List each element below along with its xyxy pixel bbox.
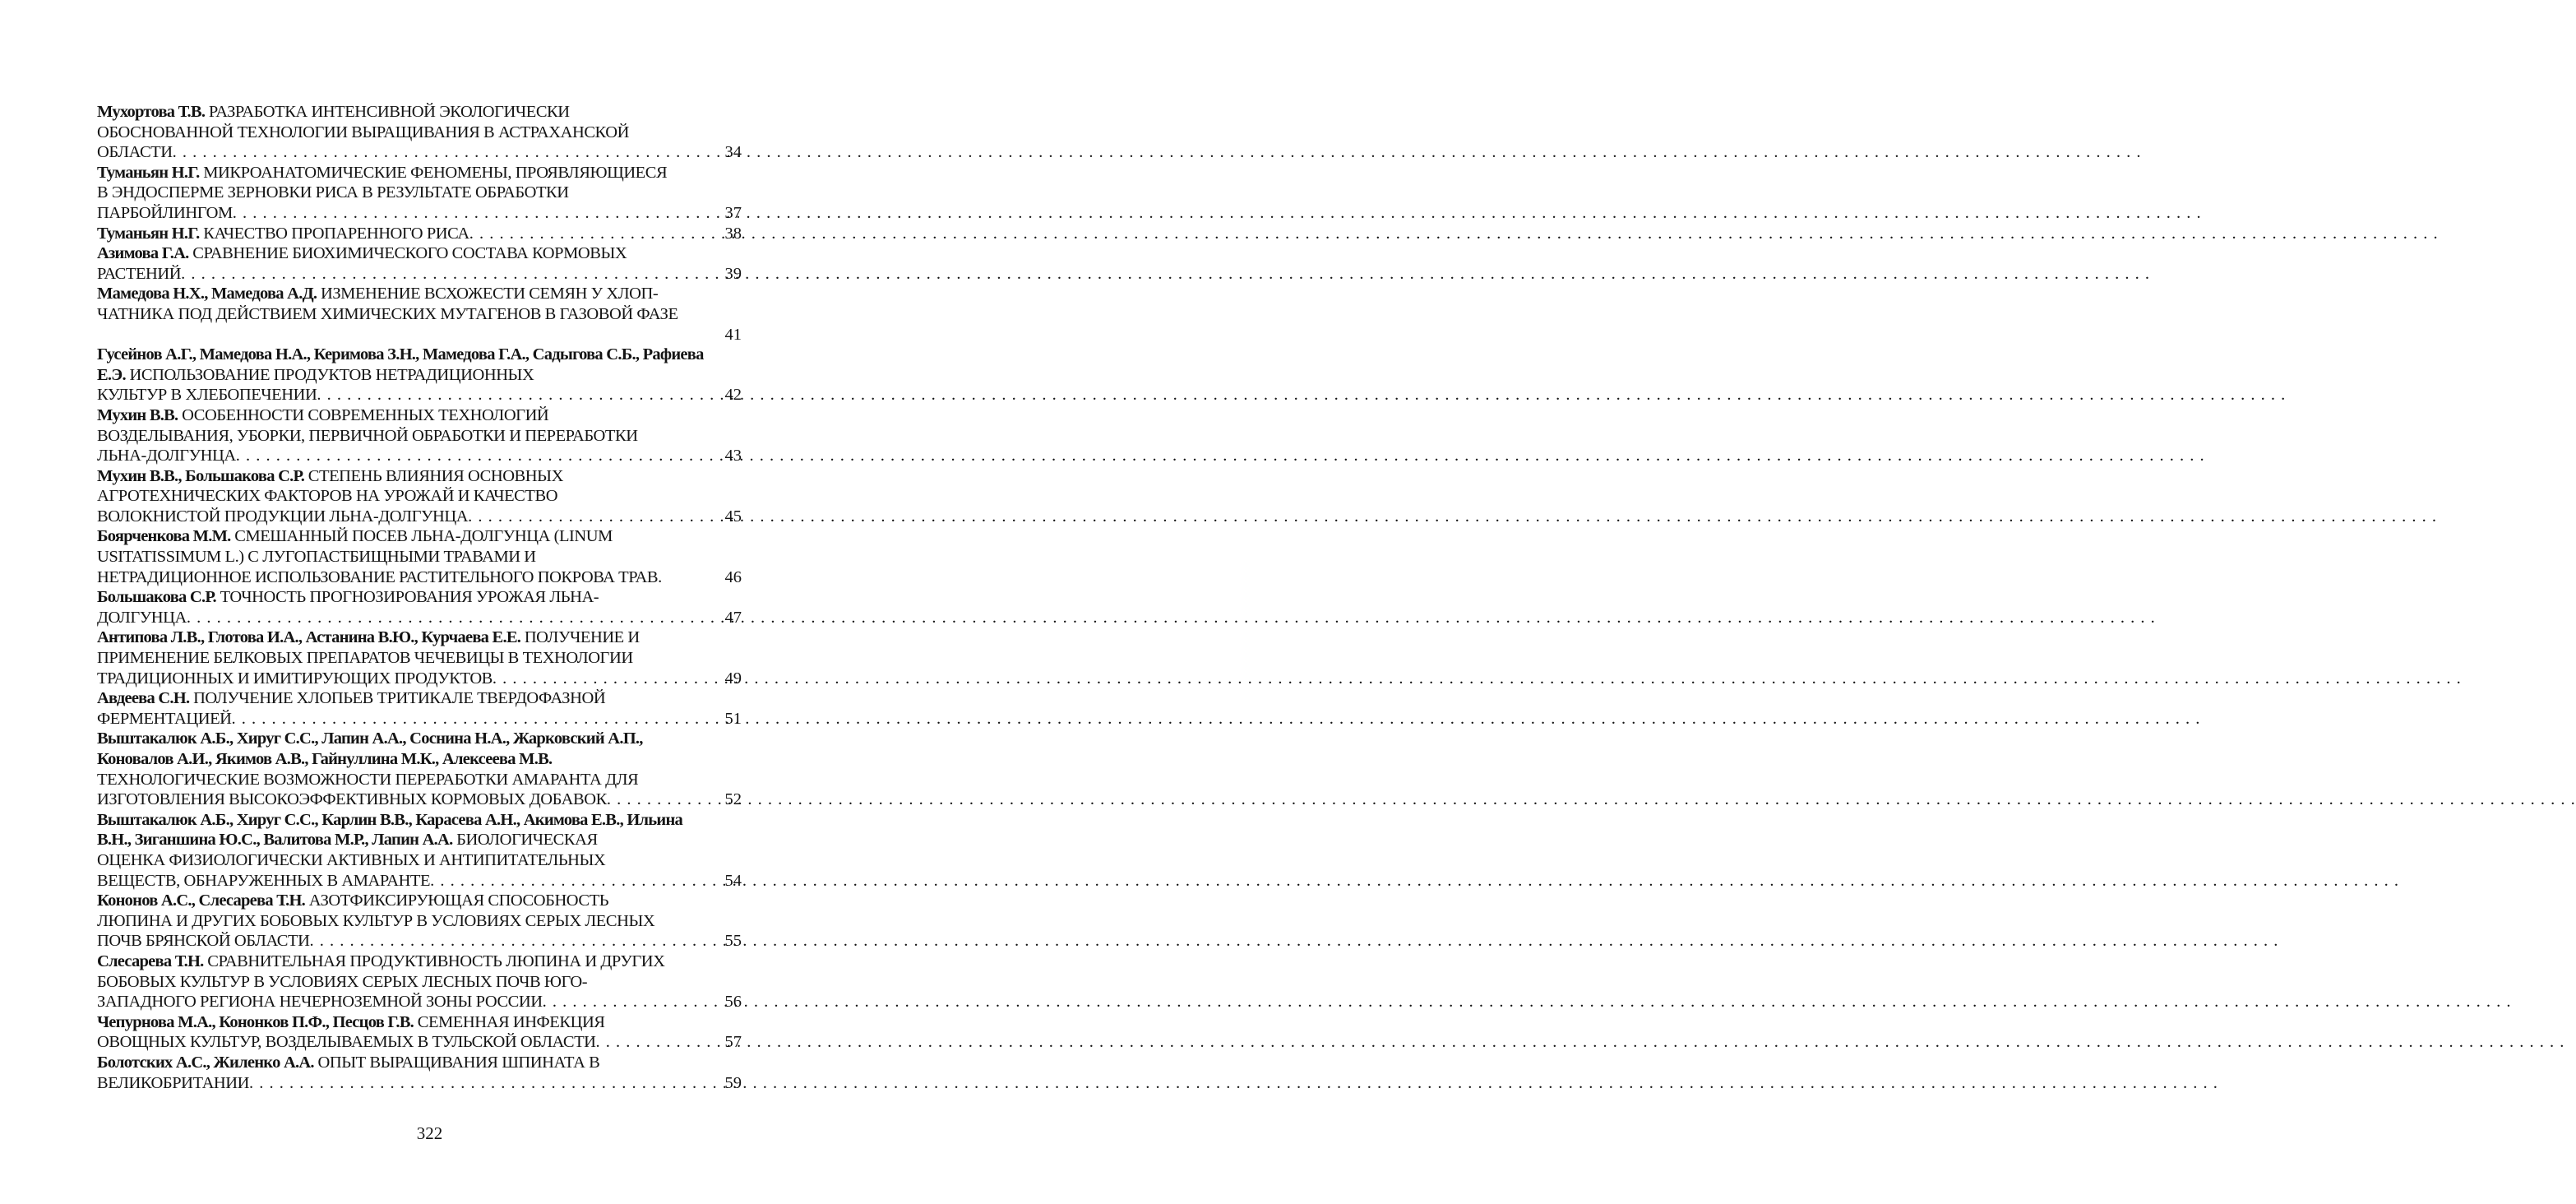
toc-entry: [97, 810, 747, 891]
toc-entry: [97, 729, 747, 809]
toc-entry-title: ИЗМЕНЕНИЕ ВСХОЖЕСТИ СЕМЯН У ХЛОП-: [321, 285, 659, 303]
toc-entry-authors: Туманьян Н.Г.: [97, 163, 200, 182]
toc-entry-authors: Боярченкова М.М.: [97, 527, 231, 546]
toc-entry-last-line: [97, 790, 710, 810]
toc-entry-authors: Азимова Г.А.: [97, 244, 189, 263]
toc-entry-title: ДОЛГУНЦА: [97, 608, 187, 627]
dot-leader: [317, 385, 710, 405]
toc-entry-title: ВЕЛИКОБРИТАНИИ: [97, 1073, 249, 1092]
toc-entry: [97, 345, 747, 405]
toc-entry-authors: Слесарева Т.Н.: [97, 952, 204, 970]
toc-entry-title: КУЛЬТУР В ХЛЕБОПЕЧЕНИИ: [97, 386, 317, 405]
toc-entry-title: ОВОЩНЫХ КУЛЬТУР, ВОЗДЕЛЫВАЕМЫХ В ТУЛЬСКОЙ ОБЛАСТИ: [97, 1033, 596, 1052]
toc-entry-authors: Авдеева С.Н.: [97, 689, 190, 708]
dot-leader: [596, 1032, 710, 1053]
toc-entry-title: ЛЮПИНА И ДРУГИХ БОБОВЫХ КУЛЬТУР В УСЛОВИЯХ СЕРЫХ ЛЕСНЫХ: [97, 911, 655, 930]
toc-entry: [97, 224, 747, 244]
toc-entry-title: НЕТРАДИЦИОННОЕ ИСПОЛЬЗОВАНИЕ РАСТИТЕЛЬНОГО ПОКРОВА ТРАВ.: [97, 567, 662, 586]
toc-entry: [97, 1053, 747, 1093]
toc-entry-title: USITATISSIMUM L.) С ЛУГОПАСТБИЩНЫМИ ТРАВАМИ И: [97, 548, 536, 567]
toc-entry-page: 59: [724, 1073, 742, 1092]
dot-leader: [187, 608, 710, 628]
toc-entry-authors: Болотских А.С., Жиленко А.А.: [97, 1053, 314, 1072]
toc-entry-authors: Мухин В.В., Большакова С.Р.: [97, 466, 305, 485]
toc-entry-last-line: [97, 608, 710, 628]
toc-entry-last-line: [97, 669, 710, 689]
toc-entry-page: 54: [724, 871, 742, 890]
toc-entry-authors: Выштакалюк А.Б., Хируг С.С., Карлин В.В., Карасева А.Н., Акимова Е.В., Ильина В.Н., Зиганшина Ю.С., Валитова М.Р., Лапин А.А.: [97, 810, 683, 850]
toc-entry-title: ВЕЩЕСТВ, ОБНАРУЖЕННЫХ В АМАРАНТЕ: [97, 871, 431, 890]
toc-entry: [97, 891, 747, 952]
dot-leader: [468, 507, 710, 527]
toc-entry-last-line: [97, 709, 710, 729]
toc-entry-page: 52: [724, 790, 742, 809]
toc-entry-title: ИСПОЛЬЗОВАНИЕ ПРОДУКТОВ НЕТРАДИЦИОННЫХ: [129, 365, 534, 384]
toc-entry: [97, 405, 747, 466]
toc-entry-title: ЧАТНИКА ПОД ДЕЙСТВИЕМ ХИМИЧЕСКИХ МУТАГЕНОВ В ГАЗОВОЙ ФАЗЕ: [97, 304, 678, 323]
toc-entry-last-line: [97, 446, 710, 466]
toc-entry: [97, 587, 747, 627]
toc-entry: [97, 102, 747, 163]
toc-entry-title: ТРАДИЦИОННЫХ И ИМИТИРУЮЩИХ ПРОДУКТОВ: [97, 669, 493, 688]
toc-entry-title: СМЕШАННЫЙ ПОСЕВ ЛЬНА-ДОЛГУНЦА (LINUM: [234, 527, 613, 546]
toc-entry-authors: Гусейнов А.Г., Мамедова Н.А., Керимова З.Н., Мамедова Г.А., Садыгова С.Б., Рафиева Е.Э.: [97, 345, 704, 384]
toc-entry-title: СЕМЕННАЯ ИНФЕКЦИЯ: [417, 1012, 605, 1031]
toc-entry-title: ВОЛОКНИСТОЙ ПРОДУКЦИИ ЛЬНА-ДОЛГУНЦА: [97, 507, 469, 526]
dot-leader: [233, 203, 710, 224]
toc-entry-last-line: [97, 992, 710, 1012]
toc-entry-title: ТОЧНОСТЬ ПРОГНОЗИРОВАНИЯ УРОЖАЯ ЛЬНА-: [220, 588, 599, 607]
toc-entry-title: ОБОСНОВАННОЙ ТЕХНОЛОГИИ ВЫРАЩИВАНИЯ В АСТРАХАНСКОЙ: [97, 123, 629, 141]
toc-entry: [97, 163, 747, 224]
toc-entry-page: 34: [724, 143, 742, 162]
toc-entry-title: ВОЗДЕЛЫВАНИЯ, УБОРКИ, ПЕРВИЧНОЙ ОБРАБОТКИ И ПЕРЕРАБОТКИ: [97, 426, 638, 445]
toc-entry-title: ПАРБОЙЛИНГОМ: [97, 203, 233, 222]
dot-leader: [469, 224, 710, 244]
toc-entry-title: ОБЛАСТИ: [97, 143, 173, 162]
toc-entry-title: БОБОВЫХ КУЛЬТУР В УСЛОВИЯХ СЕРЫХ ЛЕСНЫХ ПОЧВ ЮГО-: [97, 972, 588, 991]
toc-entry-authors: Антипова Л.В., Глотова И.А., Астанина В.Ю., Курчаева Е.Е.: [97, 628, 521, 647]
toc-entry-page: 47: [724, 608, 742, 627]
toc-entry-page: 49: [724, 669, 742, 688]
toc-entry-title: ОСОБЕННОСТИ СОВРЕМЕННЫХ ТЕХНОЛОГИЙ: [182, 405, 549, 424]
dot-leader: [249, 1073, 710, 1094]
toc-entry-title: ОПЫТ ВЫРАЩИВАНИЯ ШПИНАТА В: [317, 1053, 600, 1072]
toc-entry-title: ЗАПАДНОГО РЕГИОНА НЕЧЕРНОЗЕМНОЙ ЗОНЫ РОССИИ: [97, 993, 543, 1012]
toc-entry-title: СРАВНИТЕЛЬНАЯ ПРОДУКТИВНОСТЬ ЛЮПИНА И ДРУГИХ: [207, 952, 665, 970]
toc-entry-last-line: [97, 507, 710, 527]
toc-entry: [97, 243, 747, 284]
toc-entry-title: РАСТЕНИЙ: [97, 264, 182, 283]
dot-leader: [181, 264, 710, 285]
toc-entry: [97, 688, 747, 729]
toc-entry: [97, 284, 747, 345]
toc-entry-page: 41: [724, 325, 742, 344]
toc-entry-authors: Большакова С.Р.: [97, 588, 216, 607]
toc-entry-title: БИОЛОГИЧЕСКАЯ: [456, 831, 598, 850]
dot-leader: [543, 992, 710, 1012]
dot-leader: [236, 446, 710, 466]
toc-entry-title: ПОЧВ БРЯНСКОЙ ОБЛАСТИ: [97, 932, 310, 951]
toc-entry-last-line: [97, 1032, 710, 1053]
toc-entry-page: 56: [724, 993, 742, 1012]
toc-entry-last-line: [97, 224, 710, 244]
toc-entry-title: СТЕПЕНЬ ВЛИЯНИЯ ОСНОВНЫХ: [308, 466, 563, 485]
toc-entry-page: 39: [724, 264, 742, 283]
toc-entry-title: ПОЛУЧЕНИЕ И: [524, 628, 640, 647]
toc-entry-title: АГРОТЕХНИЧЕСКИХ ФАКТОРОВ НА УРОЖАЙ И КАЧЕСТВО: [97, 487, 558, 506]
toc-entry-page: 45: [724, 507, 742, 526]
toc-entry-page: 42: [724, 386, 742, 405]
toc-entry-title: ИЗГОТОВЛЕНИЯ ВЫСОКОЭФФЕКТИВНЫХ КОРМОВЫХ ДОБАВОК: [97, 790, 607, 809]
document-page: [0, 0, 859, 1204]
toc-entry-page: 43: [724, 447, 742, 465]
toc-entry: [97, 466, 747, 527]
toc-entry-authors: Мухортова Т.В.: [97, 103, 206, 121]
toc-entry-last-line: [97, 567, 710, 588]
toc-entry-title: РАЗРАБОТКА ИНТЕНСИВНОЙ ЭКОЛОГИЧЕСКИ: [208, 103, 570, 121]
table-of-contents: [97, 102, 747, 1093]
toc-entry-page: 37: [724, 203, 742, 222]
page-number: 322: [416, 1123, 443, 1143]
toc-entry-title: ПРИМЕНЕНИЕ БЕЛКОВЫХ ПРЕПАРАТОВ ЧЕЧЕВИЦЫ В ТЕХНОЛОГИИ: [97, 649, 633, 668]
toc-entry-title: КАЧЕСТВО ПРОПАРЕННОГО РИСА: [203, 224, 469, 243]
toc-entry-title: МИКРОАНАТОМИЧЕСКИЕ ФЕНОМЕНЫ, ПРОЯВЛЯЮЩИЕСЯ: [203, 163, 668, 182]
dot-leader: [173, 142, 710, 163]
dot-leader: [607, 790, 710, 810]
toc-entry-page: 57: [724, 1033, 742, 1052]
toc-entry-title: ОЦЕНКА ФИЗИОЛОГИЧЕСКИ АКТИВНЫХ И АНТИПИТАТЕЛЬНЫХ: [97, 850, 606, 869]
toc-entry-title: В ЭНДОСПЕРМЕ ЗЕРНОВКИ РИСА В РЕЗУЛЬТАТЕ ОБРАБОТКИ: [97, 183, 569, 202]
toc-entry-last-line: [97, 385, 710, 405]
toc-entry-last-line: [97, 1073, 710, 1094]
toc-entry-title-line: [97, 224, 469, 244]
toc-entry: [97, 627, 747, 688]
toc-entry-authors: Выштакалюк А.Б., Хируг С.С., Лапин А.А., Соснина Н.А., Жарковский А.П., Коновалов А.И., Якимов А.В., Гайнуллина М.К., Алексеева М.В.: [97, 729, 643, 768]
toc-entry-last-line: [97, 203, 710, 224]
toc-entry-title: СРАВНЕНИЕ БИОХИМИЧЕСКОГО СОСТАВА КОРМОВЫХ: [192, 244, 627, 263]
toc-entry: [97, 1012, 747, 1053]
toc-entry-title: ЛЬНА-ДОЛГУНЦА: [97, 447, 236, 465]
toc-entry-authors: Чепурнова М.А., Кононков П.Ф., Песцов Г.В.: [97, 1012, 414, 1031]
dot-leader: [430, 871, 710, 891]
toc-entry-authors: Туманьян Н.Г.: [97, 224, 200, 243]
toc-entry-last-line: [97, 871, 710, 891]
toc-entry-authors: Кононов А.С., Слесарева Т.Н.: [97, 891, 306, 910]
toc-entry-title: ПОЛУЧЕНИЕ ХЛОПЬЕВ ТРИТИКАЛЕ ТВЕРДОФАЗНОЙ: [193, 689, 606, 708]
toc-entry-last-line: [97, 264, 710, 285]
toc-entry-title: ФЕРМЕНТАЦИЕЙ: [97, 709, 232, 728]
toc-entry-last-line: [97, 931, 710, 952]
toc-entry: [97, 526, 747, 587]
toc-entry-last-line: [97, 142, 710, 163]
toc-entry: [97, 952, 747, 1012]
toc-entry-title: ТЕХНОЛОГИЧЕСКИЕ ВОЗМОЖНОСТИ ПЕРЕРАБОТКИ АМАРАНТА ДЛЯ: [97, 770, 639, 789]
toc-entry-page: 38: [724, 224, 742, 243]
toc-entry-page: 51: [724, 709, 742, 728]
toc-entry-authors: Мамедова Н.Х., Мамедова А.Д.: [97, 285, 317, 303]
dot-leader: [232, 709, 710, 729]
toc-entry-authors: Мухин В.В.: [97, 405, 178, 424]
toc-entry-page: 55: [724, 932, 742, 951]
toc-entry-page: 46: [724, 567, 742, 586]
dot-leader: [493, 669, 710, 689]
dot-leader: [309, 931, 710, 952]
toc-entry-title: АЗОТФИКСИРУЮЩАЯ СПОСОБНОСТЬ: [308, 891, 609, 910]
